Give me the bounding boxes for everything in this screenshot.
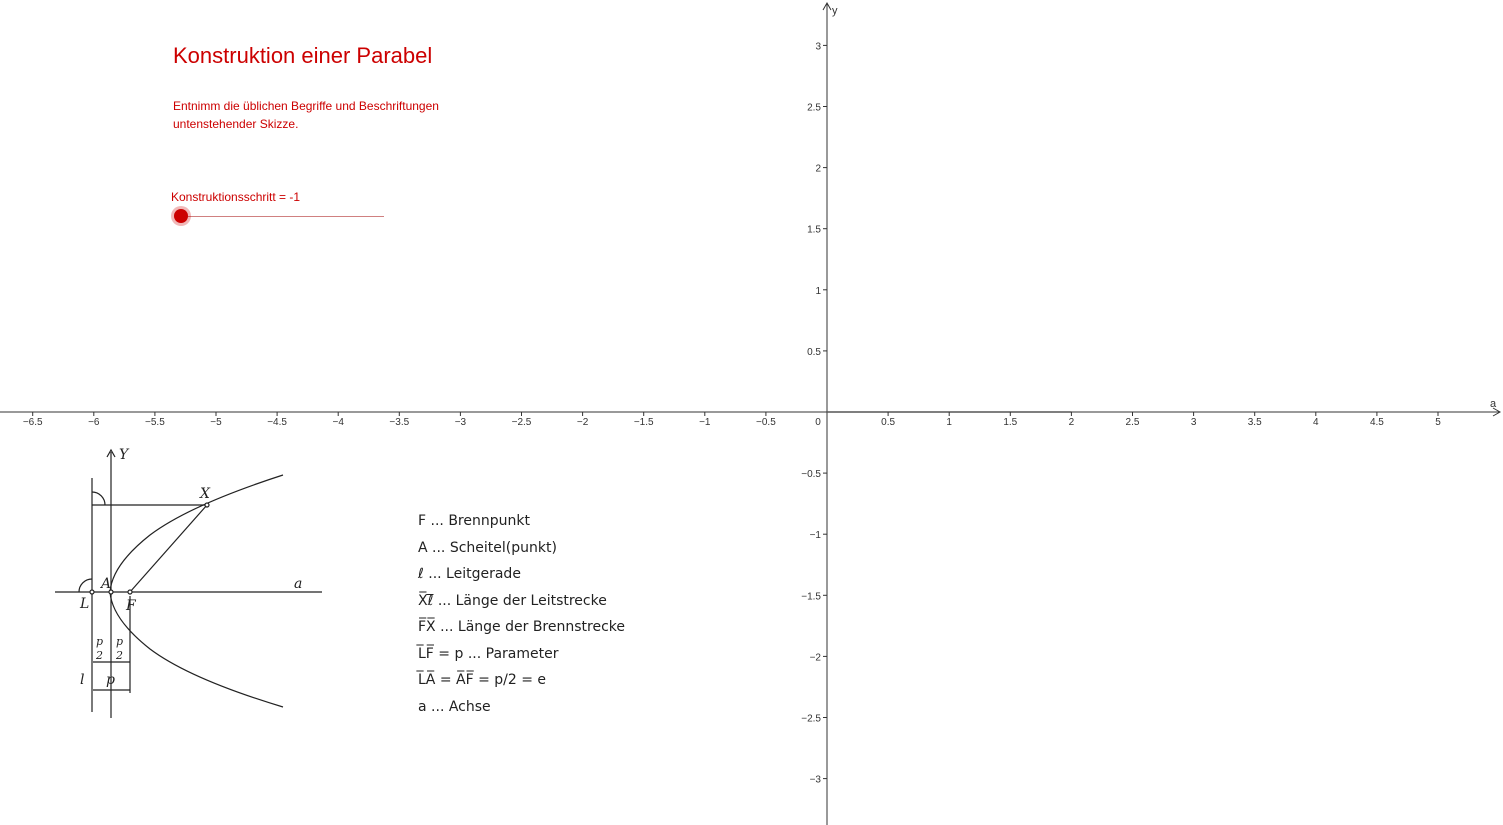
sketch-segment-fx <box>130 505 207 592</box>
legend-row <box>418 588 625 615</box>
sketch-labels <box>79 447 302 688</box>
sketch-label-p-half-1-num: p <box>96 635 104 648</box>
sketch-label-x: X <box>200 486 210 502</box>
parabola-sketch-image <box>55 450 322 718</box>
slider-label: Konstruktionsschritt = -1 <box>171 190 301 204</box>
legend-row <box>418 535 625 562</box>
y-axis-name: y <box>832 5 838 17</box>
sketch-point-l <box>90 590 94 594</box>
x-tick-label: −6.5 <box>22 417 43 428</box>
x-tick-label: 4 <box>1313 417 1319 428</box>
x-tick-label: 3 <box>1190 417 1197 428</box>
sketch-label-a: A <box>101 576 112 592</box>
sketch-parabola <box>110 475 283 707</box>
x-tick-label: −3 <box>454 417 467 428</box>
legend-row <box>418 667 625 694</box>
x-tick-label: 3.5 <box>1247 417 1262 428</box>
y-tick-label: −3 <box>809 774 821 786</box>
x-tick-label: 4.5 <box>1369 417 1384 428</box>
sketch-label-p-half-2-num: p <box>116 635 124 648</box>
legend-row <box>418 614 625 641</box>
x-tick-label: −4.5 <box>267 417 287 428</box>
right-angle-mark-left <box>79 579 92 592</box>
y-tick-label: 2 <box>815 163 821 175</box>
y-tick-label: −0.5 <box>801 469 821 481</box>
legend-text: ... Länge der Brennstrecke <box>435 619 625 635</box>
x-tick-label: −1 <box>699 417 711 428</box>
legend-list <box>418 508 625 720</box>
sketch-label-directrix: l <box>80 672 85 688</box>
x-tick-label: −0.5 <box>756 417 776 428</box>
legend-row <box>418 694 625 721</box>
legend-row <box>418 508 625 535</box>
legend-text: ... Achse <box>426 698 491 715</box>
legend-symbol: L̅A̅ <box>418 672 436 688</box>
sketch-label-y: Y <box>119 447 129 463</box>
page-title: Konstruktion einer Parabel <box>173 43 433 68</box>
x-tick-label: −3.5 <box>389 417 410 428</box>
x-tick-label: 5 <box>1435 417 1441 428</box>
y-tick-label: −2.5 <box>801 713 821 725</box>
intro-text: Entnimm die üblichen Begriffe und Beschriftungen untenstehender Skizze. <box>173 99 439 131</box>
y-tick-label: −1.5 <box>801 591 821 603</box>
legend-text: ... Länge der Leitstrecke <box>433 592 607 609</box>
x-tick-label: −2 <box>576 417 589 428</box>
x-axis-name: a <box>1490 398 1497 410</box>
legend-symbol: F̅X̅ <box>418 619 436 635</box>
legend-text: = p ... Parameter <box>433 645 559 662</box>
legend-symbol: ℓ <box>418 566 424 582</box>
sketch-label-l: L <box>80 596 90 612</box>
legend-symbol: A <box>418 539 428 556</box>
x-tick-label: −4 <box>332 417 344 428</box>
x-tick-label: −1.5 <box>633 417 654 428</box>
x-tick-label: −5.5 <box>145 417 165 428</box>
y-tick-label: 0.5 <box>807 346 821 358</box>
x-tick-label: 0.5 <box>881 417 896 428</box>
y-tick-label: −2 <box>809 652 821 664</box>
sketch-point-x <box>205 503 209 507</box>
legend-text: ... Leitgerade <box>423 566 521 582</box>
legend-symbol: a <box>418 698 427 715</box>
sketch-label-axis-a: a <box>294 576 303 592</box>
right-angle-mark-top <box>92 492 105 505</box>
x-tick-label: 1 <box>946 417 952 428</box>
x-tick-label: −5 <box>210 417 222 428</box>
y-tick-label: −1 <box>809 530 821 542</box>
y-tick-label: 2.5 <box>807 102 821 114</box>
legend-row <box>418 561 625 588</box>
y-tick-label: 1.5 <box>807 224 821 236</box>
slider-track[interactable] <box>182 216 384 217</box>
legend-symbol: X̅ℓ̅ <box>418 592 434 609</box>
y-tick-label: 3 <box>815 41 821 53</box>
x-tick-label: −6 <box>88 417 100 428</box>
x-tick-label: −2.5 <box>511 417 532 428</box>
slider-knob[interactable] <box>174 209 188 223</box>
legend-text: = A̅F̅ = p/2 = e <box>435 672 547 688</box>
legend-text: ... Scheitel(punkt) <box>427 539 557 556</box>
sketch-label-p: p <box>106 672 115 688</box>
legend-text: ... Brennpunkt <box>426 513 530 529</box>
sketch-point-f <box>128 590 132 594</box>
legend-symbol: F <box>418 513 427 529</box>
sketch-label-p-half-1-den: 2 <box>96 649 103 662</box>
sketch-label-p-half-2-den: 2 <box>116 649 123 662</box>
x-tick-label: 0 <box>815 417 821 428</box>
legend-row <box>418 641 625 668</box>
x-tick-label: 2.5 <box>1125 417 1140 428</box>
sketch-label-f: F <box>126 598 136 614</box>
legend-symbol: L̅F̅ <box>418 645 434 662</box>
x-tick-label: 1.5 <box>1003 417 1018 428</box>
y-tick-label: 1 <box>815 285 821 297</box>
x-tick-label: 2 <box>1068 417 1075 428</box>
